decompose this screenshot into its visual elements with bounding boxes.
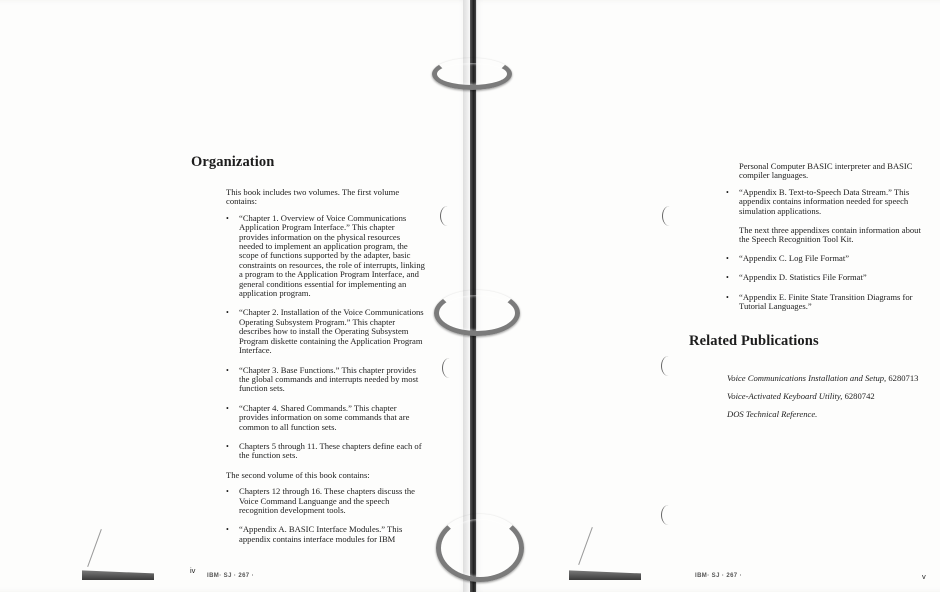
publication-3 — [727, 409, 817, 419]
page-number-left: iv — [190, 566, 196, 575]
document-stamp-right: IBM· SJ · 267 · — [695, 573, 743, 579]
volume-two-intro: The second volume of this book contains: — [226, 469, 370, 480]
left-page-body — [226, 188, 426, 554]
publication-number: 6280742 — [842, 391, 875, 401]
punch-hole-right-2 — [661, 356, 676, 376]
list-item: • “Appendix B. Text-to-Speech Data Stream.” This appendix contains information needed for speech simulation applications. — [726, 188, 926, 216]
list-item: • “Chapter 2. Installation of the Voice Communications Operating Subsystem Program.” This chapter describes how to install the Operating Subsystem Program diskette containing the Application Program Interface. — [226, 308, 426, 355]
appendix-list — [726, 254, 926, 312]
binder-ring-middle — [434, 290, 520, 336]
publication-number: 6280713 — [886, 373, 919, 383]
binder-ring-bottom — [436, 514, 524, 582]
punch-hole-right-1 — [662, 206, 677, 226]
list-item: • Chapters 12 through 16. These chapters discuss the Voice Command Languange and the speech recognition development tools. — [226, 487, 426, 515]
related-publications-heading: Related Publications — [689, 333, 819, 349]
volume-one-contents — [226, 214, 426, 461]
publication-2 — [727, 391, 875, 401]
publication-title: Voice Communications Installation and Setup, — [727, 373, 887, 383]
punch-hole-right-3 — [661, 505, 676, 525]
document-stamp-left: IBM· SJ · 267 · — [207, 573, 255, 579]
volume-one-intro: This book includes two volumes. The first volume contains: — [226, 187, 400, 207]
list-item: • “Appendix E. Finite State Transition Diagrams for Tutorial Languages.” — [726, 293, 926, 312]
list-item: • “Appendix D. Statistics File Format” — [726, 273, 926, 282]
list-item: • “Chapter 1. Overview of Voice Communications Application Program Interface.” This chapter provides information on the physical resources needed to implement an application program, the scope of functions supported by the adapter, basic constraints on resources, the role of interrupts, linking a program to the Application Program Interface, and general conditions essential for implementing an application program. — [226, 214, 426, 299]
binder-ring-top — [432, 58, 512, 90]
publication-title: Voice-Activated Keyboard Utility, — [727, 391, 843, 401]
punch-hole-left-1 — [440, 206, 455, 226]
list-item: • “Appendix C. Log File Format” — [726, 254, 926, 263]
list-item: • “Chapter 3. Base Functions.” This chapter provides the global commands and interrupts needed by most function sets. — [226, 366, 426, 394]
volume-two-contents — [226, 487, 426, 544]
continued-text: Personal Computer BASIC interpreter and BASIC compiler languages. — [739, 161, 913, 181]
list-item: • “Chapter 4. Shared Commands.” This chapter provides information on some commands that are common to all function sets. — [226, 404, 426, 432]
punch-hole-left-2 — [442, 358, 457, 378]
tool-kit-intro: The next three appendixes contain information about the Speech Recognition Tool Kit. — [739, 225, 921, 245]
list-item: • “Appendix A. BASIC Interface Modules.” This appendix contains interface modules for IBM — [226, 525, 426, 544]
organization-heading: Organization — [191, 154, 275, 170]
page-number-right: v — [922, 572, 926, 581]
publication-title: DOS Technical Reference. — [727, 409, 818, 419]
appendix-b-list — [726, 188, 926, 216]
right-page-body — [726, 162, 926, 321]
publication-1 — [727, 373, 918, 383]
list-item: • Chapters 5 through 11. These chapters define each of the function sets. — [226, 442, 426, 461]
